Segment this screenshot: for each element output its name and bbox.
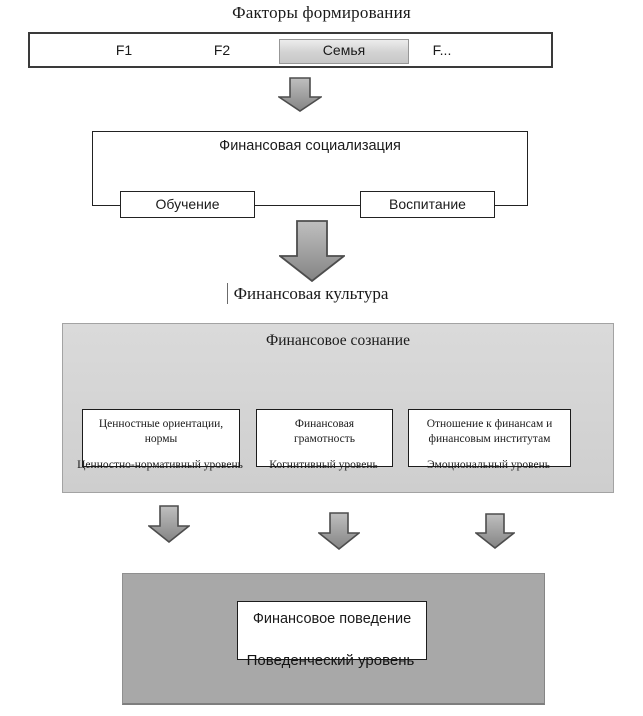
behavioral-level-label: Поведенческий уровень xyxy=(246,652,415,669)
literacy-line2: грамотность xyxy=(293,433,356,445)
factor-f2: F2 xyxy=(213,42,231,58)
financial-behavior-box: Финансовое поведение xyxy=(237,601,427,660)
culture-label: Финансовая культура xyxy=(233,284,389,303)
attitude-line1: Отношение к финансам и xyxy=(426,418,553,430)
arrow-down-icon xyxy=(475,513,515,549)
values-line1: Ценностные ориентации, xyxy=(98,418,224,430)
socialization-title: Финансовая социализация xyxy=(219,138,401,154)
cognitive-level-label: Когнитивный уровень xyxy=(269,459,378,471)
page-title: Факторы формирования xyxy=(232,3,411,22)
literacy-line1: Финансовая xyxy=(294,418,355,430)
training-box: Обучение xyxy=(120,191,255,218)
values-line2: нормы xyxy=(144,433,178,445)
factors-box xyxy=(28,32,553,68)
behavior-box xyxy=(122,573,545,705)
text-cursor xyxy=(227,283,228,304)
factor-family-box: Семья xyxy=(279,39,409,64)
emotional-level-label: Эмоциональный уровень xyxy=(426,459,551,471)
upbringing-box: Воспитание xyxy=(360,191,495,218)
arrow-down-icon xyxy=(318,512,360,550)
factor-f1: F1 xyxy=(115,42,133,58)
attitude-line2: финансовым институтам xyxy=(428,433,551,445)
factor-more: F... xyxy=(432,42,452,58)
arrow-down-icon xyxy=(278,77,322,112)
value-normative-level-label: Ценностно-нормативный уровень xyxy=(77,459,243,471)
arrow-down-icon xyxy=(148,505,190,543)
consciousness-title: Финансовое сознание xyxy=(266,332,410,349)
consciousness-box xyxy=(62,323,614,493)
arrow-down-icon xyxy=(279,220,345,282)
